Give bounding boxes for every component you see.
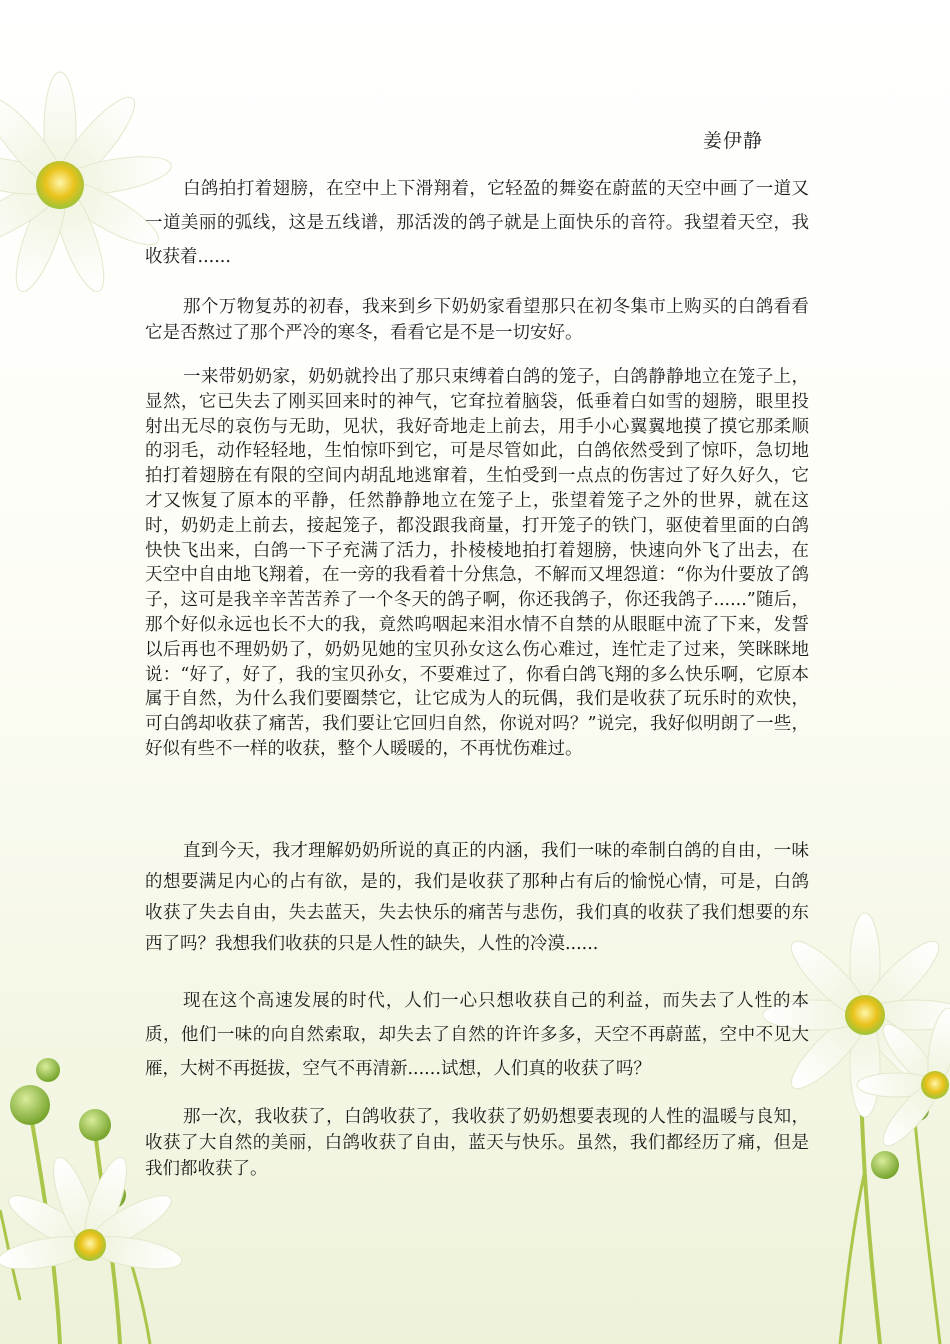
paragraph-2: 那个万物复苏的初春，我来到乡下奶奶家看望那只在初冬集市上购买的白鸽看看它是否熬过了那个严冷的寒冬，看看它是不是一切安好。 <box>145 297 809 343</box>
paragraph-4: 直到今天，我才理解奶奶所说的真正的内涵，我们一味的牵制白鸽的自由，一味的想要满足内心的占有欲，是的，我们是收获了那种占有后的愉悦心情，可是，白鸽收获了失去自由，失去蓝天，失去快乐的痛苦与悲伤，我们真的收获了我们想要的东西了吗？我想我们收获的只是人性的缺失，人性的冷漠...... <box>145 841 809 954</box>
author-name: 姜伊静 <box>703 130 764 152</box>
paragraph-6: 那一次，我收获了，白鸽收获了，我收获了奶奶想要表现的人性的温暖与良知，收获了大自然的美丽，白鸽收获了自由，蓝天与快乐。虽然，我们都经历了痛，但是我们都收获了。 <box>145 1107 809 1179</box>
paragraph-3: 一来带奶奶家，奶奶就拎出了那只束缚着白鸽的笼子，白鸽静静地立在笼子上，显然，它已失去了刚买回来时的神气，它耷拉着脑袋，低垂着白如雪的翅膀，眼里投射出无尽的哀伤与无助，见状，我好奇地走上前去，用手小心翼翼地摸了摸它那柔顺的羽毛，动作轻轻地，生怕惊吓到它，可是尽管如此，白鸽依然受到了惊吓，急切地拍打着翅膀在有限的空间内胡乱地逃窜着，生怕受到一点点的伤害过了好久好久，它才又恢复了原本的平静，任然静静地立在笼子上，张望着笼子之外的世界，就在这时，奶奶走上前去，接起笼子，都没跟我商量，打开笼子的铁门，驱使着里面的白鸽快快飞出来，白鸽一下子充满了活力，扑棱棱地拍打着翅膀，快速向外飞了出去，在天空中自由地飞翔着，在一旁的我看着十分焦急，不解而又埋怨道：“你为什要放了鸽子，这可是我辛辛苦苦养了一个冬天的鸽子啊，你还我鸽子，你还我鸽子......”随后，那个好似永远也长不大的我，竟然呜咽起来泪水情不自禁的从眼眶中流了下来，发誓以后再也不理奶奶了，奶奶见她的宝贝孙女这么伤心难过，连忙走了过来，笑眯眯地说：“好了，好了，我的宝贝孙女，不要难过了，你看白鸽飞翔的多么快乐啊，它原本属于自然，为什么我们要圈禁它，让它成为人的玩偶，我们是收获了玩乐时的欢快，可白鸽却收获了痛苦，我们要让它回归自然，你说对吗？”说完，我好似明朗了一些，好似有些不一样的收获，整个人暖暖的，不再忧伤难过。 <box>145 367 809 759</box>
paragraph-5: 现在这个高速发展的时代，人们一心只想收获自己的利益，而失去了人性的本质，他们一味的向自然索取，却失去了自然的许许多多，天空不再蔚蓝，空中不见大雁，大树不再挺拔，空气不再清新......试想，人们真的收获了吗？ <box>145 991 809 1079</box>
paragraph-1: 白鸽拍打着翅膀，在空中上下滑翔着，它轻盈的舞姿在蔚蓝的天空中画了一道又一道美丽的弧线，这是五线谱，那活泼的鸽子就是上面快乐的音符。我望着天空，我收获着...... <box>145 179 809 267</box>
